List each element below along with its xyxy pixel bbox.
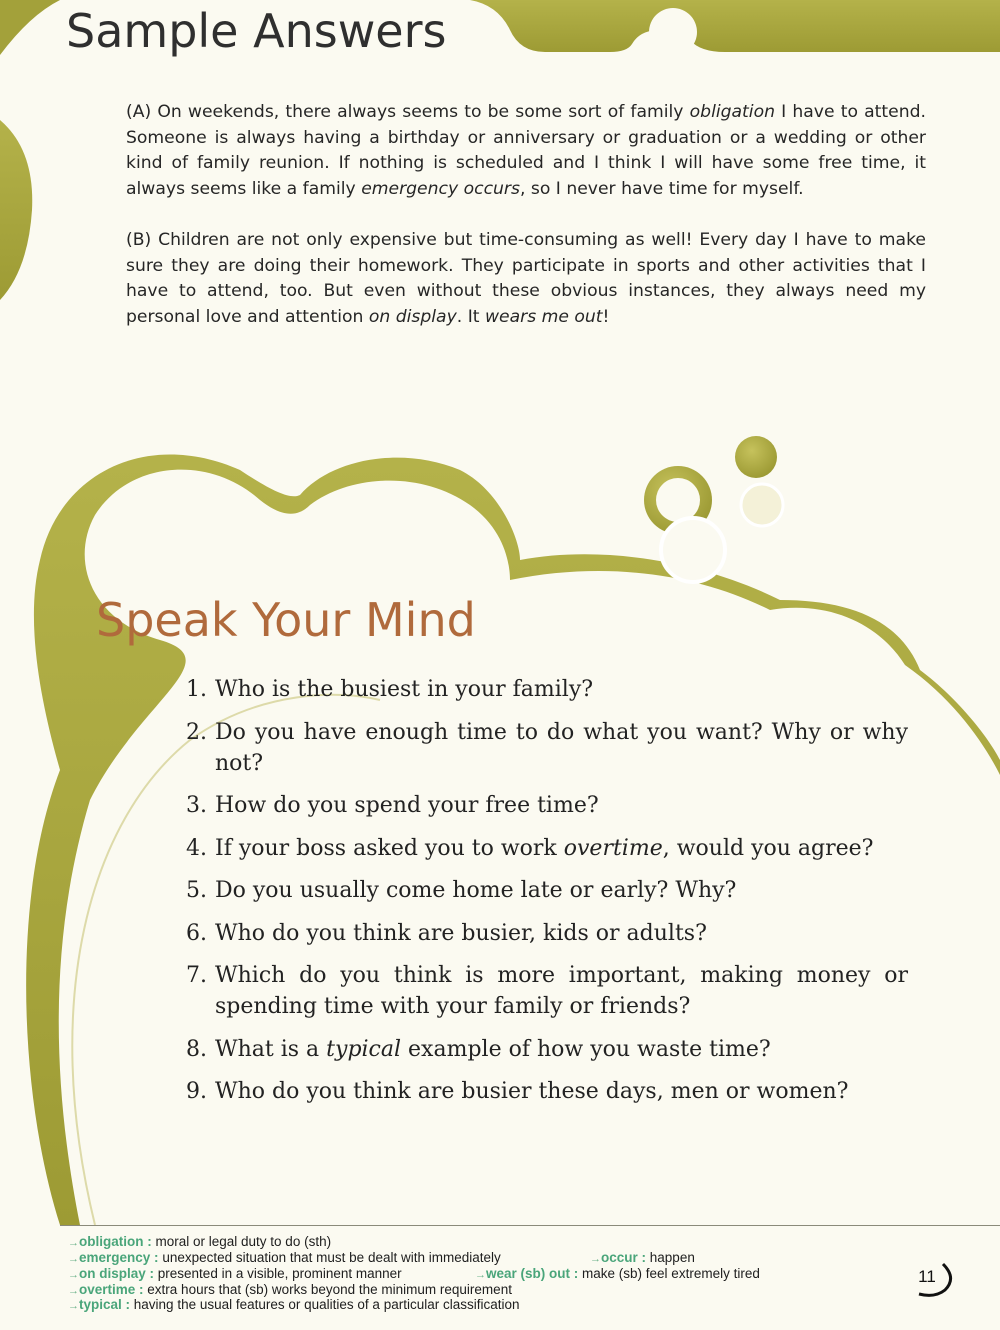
question-text	[215, 963, 908, 1019]
top-left-corner	[0, 0, 60, 55]
glossary-item-on-display: →on display : presented in a visible, prominent manner	[68, 1266, 402, 1281]
text-run: , would you agree?	[662, 835, 874, 861]
question-text	[215, 793, 599, 818]
question-item	[186, 875, 908, 906]
question-number: 7.	[186, 963, 207, 988]
question-item	[186, 918, 908, 949]
question-number: 5.	[186, 878, 207, 903]
glossary-item-overtime: →overtime : extra hours that (sb) works beyond the minimum requirement	[68, 1282, 512, 1297]
question-number: 9.	[186, 1079, 207, 1104]
text-run: Do you have enough time to do what you want? Why or why not?	[215, 719, 908, 776]
glossary-item-obligation: →obligation : moral or legal duty to do (sth)	[68, 1234, 332, 1249]
sample-answer-a	[126, 100, 926, 202]
bubble-small	[735, 436, 777, 478]
vocab-term: obligation	[689, 102, 775, 122]
discussion-question-list	[186, 674, 908, 1119]
text-run: , so I never have time for myself.	[519, 178, 804, 199]
question-number: 3.	[186, 793, 207, 818]
question-text	[215, 1037, 771, 1062]
arrow-icon: →	[68, 1269, 79, 1281]
footer-divider	[60, 1225, 1000, 1226]
question-item	[186, 674, 908, 705]
vocab-term: on display	[368, 306, 457, 327]
vocab-term: wears me out	[484, 306, 603, 327]
question-number: 2.	[186, 719, 207, 745]
question-text	[215, 720, 908, 776]
question-item	[186, 1034, 908, 1065]
text-run: (B) Children are not only expensive but time-consuming as well! Every day I have to make sure they are doing their homework. They participate in sports and other activities that I have to attend, too. But even without these obvious instances, they always need my personal love and attention	[126, 230, 926, 327]
glossary-item-wear-out: →wear (sb) out : make (sb) feel extremely tired	[475, 1266, 760, 1281]
text-run: Who do you think are busier these days, men or women?	[215, 1079, 849, 1104]
bubble-large-inner	[656, 478, 700, 522]
left-bubble	[0, 120, 32, 300]
glossary-item-occur: →occur : happen	[590, 1250, 695, 1265]
vocab-term: typical	[326, 1036, 402, 1062]
arrow-icon: →	[590, 1253, 601, 1265]
text-run: Who is the busiest in your family?	[215, 677, 594, 702]
question-number: 6.	[186, 920, 207, 946]
question-text	[215, 836, 873, 861]
text-run: Do you usually come home late or early? Why?	[215, 878, 737, 903]
question-item	[186, 1076, 908, 1107]
arrow-icon: →	[68, 1285, 79, 1297]
question-item	[186, 960, 908, 1022]
speak-your-mind-title: Speak Your Mind	[96, 593, 476, 647]
question-number: 4.	[186, 835, 207, 861]
vocab-term: emergency occurs	[361, 178, 520, 199]
bubble-white	[661, 518, 725, 582]
glossary-item-emergency: →emergency : unexpected situation that must be dealt with immediately	[68, 1250, 501, 1265]
text-run: Who do you think are busier, kids or adults?	[215, 920, 707, 946]
vocab-term: overtime	[563, 835, 663, 861]
question-item	[186, 717, 908, 779]
sample-answer-b	[126, 228, 926, 330]
question-item	[186, 790, 908, 821]
text-run: I have to attend. Someone is always having a birthday or anniversary or graduation or a wedding or other kind of family reunion. If nothing is scheduled and I think I will have some free time, it always seems like a family	[126, 102, 926, 199]
question-item	[186, 833, 908, 864]
question-text	[215, 921, 707, 946]
text-run: What is a	[215, 1036, 327, 1062]
text-run: example of how you waste time?	[401, 1036, 771, 1062]
text-run: (A) On weekends, there always seems to be some sort of family	[126, 102, 690, 122]
question-text	[215, 677, 593, 702]
text-run: Which do you think is more important, making money or spending time with your family or friends?	[215, 963, 908, 1019]
text-run: !	[602, 306, 610, 327]
page-number: 11	[918, 1267, 936, 1286]
arrow-icon: →	[68, 1237, 79, 1249]
question-number: 8.	[186, 1036, 207, 1062]
question-text	[215, 1079, 848, 1104]
text-run: How do you spend your free time?	[215, 793, 599, 818]
bubble-cream	[741, 484, 783, 526]
glossary-item-typical: →typical : having the usual features or qualities of a particular classification	[68, 1297, 520, 1312]
sample-answers-title: Sample Answers	[66, 4, 447, 58]
text-run: . It	[456, 306, 485, 327]
question-text	[215, 878, 736, 903]
text-run: If your boss asked you to work	[215, 835, 564, 861]
arrow-icon: →	[68, 1300, 79, 1312]
top-white-circle	[649, 8, 697, 56]
question-number: 1.	[186, 677, 207, 702]
arrow-icon: →	[68, 1253, 79, 1265]
arrow-icon: →	[475, 1269, 486, 1281]
